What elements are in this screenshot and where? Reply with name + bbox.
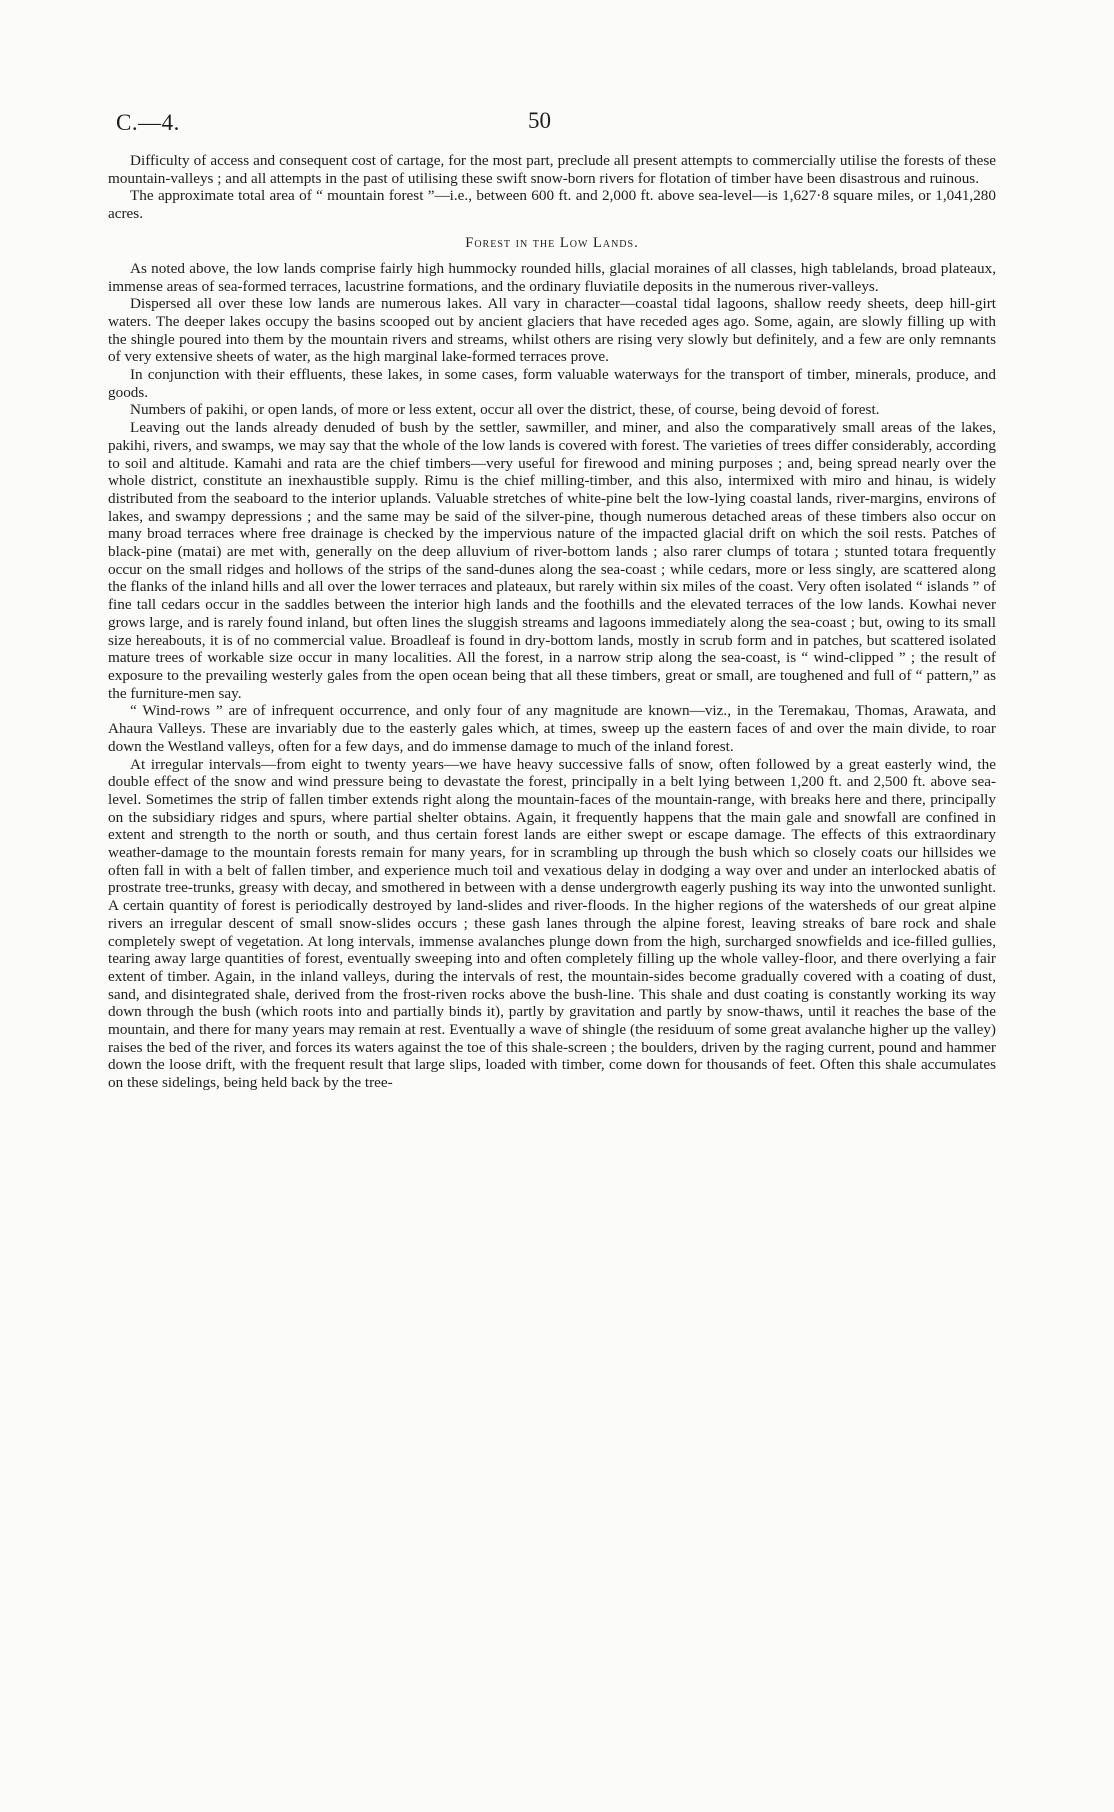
paragraph: The approximate total area of “ mountain forest ”—i.e., between 600 ft. and 2,000 ft. above sea-level—is 1,627·8 square miles, or 1,041,280 acres. [108, 187, 996, 223]
document-reference: C.—4. [116, 110, 180, 135]
document-page [108, 100, 996, 1092]
page-header [108, 100, 996, 138]
page-number: 50 [528, 108, 551, 133]
paragraph: Leaving out the lands already denuded of bush by the settler, sawmiller, and miner, and also the comparatively small areas of the lakes, pakihi, rivers, and swamps, we may say that the whole of the low lands is covered with forest. The varieties of trees differ considerably, according to soil and altitude. Kamahi and rata are the chief timbers—very useful for firewood and mining purposes ; and, being spread nearly over the whole district, constitute an inexhaustible supply. Rimu is the chief milling-timber, and this also, intermixed with miro and hinau, is widely distributed from the seaboard to the interior uplands. Valuable stretches of white-pine belt the low-lying coastal lands, river-margins, environs of lakes, and swampy depressions ; and the same may be said of the silver-pine, though numerous detached areas of these timbers also occur on many broad terraces where free drainage is checked by the impervious nature of the impacted glacial drift on which the soil rests. Patches of black-pine (matai) are met with, generally on the deep alluvium of river-bottom lands ; also rarer clumps of totara ; stunted totara frequently occur on the small ridges and hollows of the strips of the sand-dunes along the sea-coast ; while cedars, more or less singly, are scattered along the flanks of the inland hills and all over the lower terraces and plateaux, but rarely within six miles of the coast. Very often isolated “ islands ” of fine tall cedars occur in the saddles between the interior high lands and the foothills and the elevated terraces of the low lands. Kowhai never grows large, and is rarely found inland, but often lines the sluggish streams and lagoons immediately along the sea-coast ; but, owing to its small size hereabouts, it is of no commercial value. Broadleaf is found in dry-bottom lands, mostly in scrub form and in patches, but scattered isolated mature trees of workable size occur in many localities. All the forest, in a narrow strip along the sea-coast, is “ wind-clipped ” ; the result of exposure to the prevailing westerly gales from the open ocean being that all these timbers, great or small, are toughened and full of “ pattern,” as the furniture-men say. [108, 419, 996, 702]
paragraph: Difficulty of access and consequent cost of cartage, for the most part, preclude all present attempts to commercially utilise the forests of these mountain-valleys ; and all attempts in the past of utilising these swift snow-born rivers for flotation of timber have been disastrous and ruinous. [108, 152, 996, 187]
section-heading: Forest in the Low Lands. [465, 234, 639, 251]
paragraph: In conjunction with their effluents, these lakes, in some cases, form valuable waterways for the transport of timber, minerals, produce, and goods. [108, 366, 996, 401]
paragraph: As noted above, the low lands comprise fairly high hummocky rounded hills, glacial moraines of all classes, high tablelands, broad plateaux, immense areas of sea-formed terraces, lacustrine formations, and the ordinary fluviatile deposits in the numerous river-valleys. [108, 259, 996, 295]
section-body [108, 260, 996, 1092]
intro-section [108, 152, 996, 223]
paragraph: “ Wind-rows ” are of infrequent occurrence, and only four of any magnitude are known—viz., in the Teremakau, Thomas, Arawata, and Ahaura Valleys. These are invariably due to the easterly gales which, at times, sweep up the eastern faces of and over the main divide, to roar down the Westland valleys, often for a few days, and do immense damage to much of the inland forest. [108, 702, 996, 755]
paragraph: At irregular intervals—from eight to twenty years—we have heavy successive falls of snow, often followed by a great easterly wind, the double effect of the snow and wind pressure being to devastate the forest, principally in a belt lying between 1,200 ft. and 2,500 ft. above sea-level. Sometimes the strip of fallen timber extends right along the mountain-faces of the mountain-range, with breaks here and there, principally on the subsidiary ridges and spurs, where partial shelter obtains. Again, it frequently happens that the main gale and snowfall are confined in extent and strength to the north or south, and thus certain forest lands are either swept or escape damage. The effects of this extraordinary weather-damage to the mountain forests remain for many years, for in scrambling up through the bush which so closely coats our hillsides we often fall in with a belt of fallen timber, and experience much toil and vexatious delay in dodging a way over and under an interlocked abatis of prostrate tree-trunks, greasy with decay, and smothered in between with a dense undergrowth eagerly pushing its way into the unwonted sunlight. A certain quantity of forest is periodically destroyed by land-slides and river-floods. In the higher regions of the watersheds of our great alpine rivers an irregular descent of small snow-slides occurs ; these gash lanes through the alpine forest, leaving streaks of bare rock and shale completely swept of vegetation. At long intervals, immense avalanches plunge down from the high, surcharged snowfields and ice-filled gullies, tearing away large quantities of forest, eventually sweeping into and often completely filling up the whole valley-floor, and there overlying a fair extent of timber. Again, in the inland valleys, during the intervals of rest, the mountain-sides become gradually covered with a coating of dust, sand, and disintegrated shale, derived from the frost-riven rocks above the bush-line. This shale and dust coating is constantly working its way down through the bush (which roots into and partially binds it), partly by gravitation and partly by snow-thaws, until it reaches the base of the mountain, and there for many years may remain at rest. Eventually a wave of shingle (the residuum of some great avalanche higher up the valley) raises the bed of the river, and forces its waters against the toe of this shale-screen ; the boulders, driven by the raging current, pound and hammer down the loose drift, with the frequent result that large slips, loaded with timber, come down for thousands of feet. Often this shale accumulates on these sidelings, being held back by the tree- [108, 755, 996, 1092]
paragraph: Dispersed all over these low lands are numerous lakes. All vary in character—coastal tidal lagoons, shallow reedy sheets, deep hill-girt waters. The deeper lakes occupy the basins scooped out by ancient glaciers that have receded ages ago. Some, again, are slowly filling up with the shingle poured into them by the mountain rivers and streams, whilst others are rising very slowly but definitely, and a few are only remnants of very extensive sheets of water, as the high marginal lake-formed terraces prove. [108, 295, 996, 366]
paragraph: Numbers of pakihi, or open lands, of more or less extent, occur all over the district, these, of course, being devoid of forest. [130, 401, 880, 419]
